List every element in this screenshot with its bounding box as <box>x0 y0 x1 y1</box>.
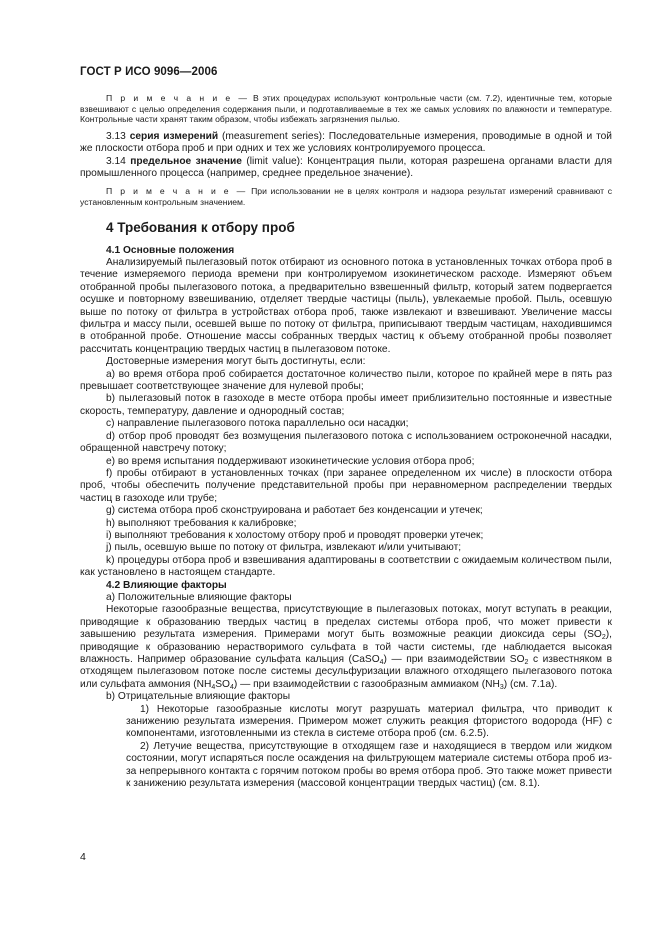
definition-text: (limit value): Концентрация пыли, которая разрешена органами власти для промышленного процесса (например, среднее предельное значение). <box>80 155 612 179</box>
note-text: При использовании не в целях контроля и надзора результат измерений сравнивают с установленным контрольным значением. <box>80 186 613 207</box>
text-run: Некоторые газообразные вещества, присутствующие в пылегазовых потоках, могут вступать в реакции, приводящие к образованию твердых частиц в пределах системы отбора проб, что может привести к завышению результата измерения. Примерами могут быть возможные реакции диоксида серы (SO <box>80 604 612 641</box>
note-paragraph-1 <box>80 93 612 125</box>
note-label: П р и м е ч а н и е — <box>106 93 250 103</box>
subscript: 3 <box>499 683 504 691</box>
subscript: 4 <box>211 683 216 691</box>
note-label: П р и м е ч а н и е — <box>106 186 248 197</box>
subscript: 2 <box>601 634 606 642</box>
list-item-h: h) выполняют требования к калибровке; <box>106 517 297 529</box>
text-run: ) — при взаимодействии с газообразным аммиаком (NH <box>233 678 500 690</box>
definition-number: 3.14 <box>106 155 126 167</box>
section-4-title: 4 Требования к отбору проб <box>106 219 295 235</box>
subscript: 4 <box>379 659 384 666</box>
document-header: ГОСТ Р ИСО 9096—2006 <box>80 66 218 78</box>
list-item-e: e) во время испытания поддерживают изокинетические условия отбора проб; <box>106 455 475 467</box>
definition-term: серия измерений <box>129 130 219 142</box>
factor-b-item-2: 2) Летучие вещества, присутствующие в отходящем газе и находящиеся в твердом или жидком состоянии, могут испаряться после осаждения на фильтрующем материале системы отбора проб из-за непрерывного контакта с горячим потоком пробы во время отбора проб. Это также может привести к занижению результата измерения (массовой концентрации твердых частиц) (см. 8.1). <box>126 740 612 790</box>
list-item-f: f) пробы отбирают в установленных точках (при заранее определенном их числе) в плоскости отбора проб, чтобы обеспечить получение представительной пробы при неравномерном распределении твердых частиц в газоходе или трубе; <box>80 467 612 504</box>
subscript: 2 <box>524 659 529 666</box>
factor-a-paragraph <box>80 604 612 691</box>
text-run: с известняком в отходящем пылегазовом потоке после системы десульфуризации влажного отходящего пылегазового потока или сульфата аммония (NH <box>80 654 612 690</box>
text-run: ) (см. 7.1а). <box>503 678 558 690</box>
definition-number: 3.13 <box>106 130 126 142</box>
definition-3-13 <box>80 131 612 156</box>
list-item-a: а) во время отбора проб собирается достаточное количество пыли, которое по крайней мере в пять раз превышает соответствующее значение для нулевой пробы; <box>80 368 612 393</box>
note-text: В этих процедурах используют контрольные части (см. 7.2), идентичные тем, которые взвешивают с целью определения содержания пыли, и подготавливаемые в тех же самых условиях по влажности и температуре. Контрольные части хранят таким образом, чтобы избежать загрязнения пылью. <box>80 93 612 125</box>
definition-term: предельное значение <box>130 155 242 167</box>
page-number: 4 <box>80 851 86 863</box>
subsection-4-2-title: 4.2 Влияющие факторы <box>106 579 227 591</box>
list-item-c: c) направление пылегазового потока параллельно оси насадки; <box>106 418 409 430</box>
definition-3-14 <box>80 156 612 181</box>
subsection-4-1-title: 4.1 Основные положения <box>106 244 235 256</box>
text-run: SO <box>215 678 230 690</box>
factor-b-item-1: 1) Некоторые газообразные кислоты могут разрушать материал фильтра, что приводит к занижению результата измерения. Примером может служить реакция фтористого водорода (HF) с компонентами, изготовленными из стекла в системе отбора проб (см. 6.2.5). <box>126 703 612 740</box>
paragraph-reliable: Достоверные измерения могут быть достигнуты, если: <box>106 356 366 368</box>
note-paragraph-2 <box>80 186 612 207</box>
factor-a-title: а) Положительные влияющие факторы <box>106 591 292 603</box>
list-item-k: k) процедуры отбора проб и взвешивания адаптированы в соответствии с ожидаемым количеством пыли, как установлено в настоящем стандарте. <box>80 554 612 579</box>
list-item-g: g) система отбора проб сконструирована и работает без конденсации и утечек; <box>106 505 483 517</box>
text-run: ) — при взаимодействии SO <box>383 654 525 665</box>
text-run: ), приводящие к образованию нерастворимого сульфата в той части системы, где наблюдается высокая влажность. Например образование сульфата кальция (CaSO <box>80 629 612 665</box>
list-item-d: d) отбор проб проводят без возмущения пылегазового потока с использованием остроконечной насадки, обращенной навстречу потоку; <box>80 430 612 455</box>
list-item-i: i) выполняют требования к холостому отбору проб и проводят проверки утечек; <box>106 529 484 541</box>
subscript: 4 <box>230 683 234 691</box>
document-body <box>80 90 612 790</box>
definition-text: (measurement series): Последовательные измерения, проводимые в одной и той же плоскости отбора проб и при одних и тех же условиях контролируемого процесса. <box>80 130 612 155</box>
paragraph-4-1: Анализируемый пылегазовый поток отбирают из основного потока в установленных точках отбора проб в течение измеряемого периода времени при контролируемом изокинетическом расходе. Измеряют объем отобранной пробы пылегазового потока, а предварительно взвешенный фильтр, который затем подвергается осушке и повторному взвешиванию, отделяет твердые частицы (пыль), увлекаемые пробой. Пыль, осевшую выше по потоку от фильтра в устройствах отбора проб, также извлекают и взвешивают. Увеличение массы фильтра и массу пыли, осевшей выше по потоку от фильтра, приписывают твердым частицам, находившимся в отобранной пробе. Отношение массы собранных твердых частиц к объему отобранной пробы позволяет рассчитать концентрацию твердых частиц в пылегазовом потоке. <box>80 257 612 355</box>
factor-b-title: b) Отрицательные влияющие факторы <box>106 691 291 703</box>
list-item-j: j) пыль, осевшую выше по потоку от фильтра, извлекают и/или учитывают; <box>106 542 462 554</box>
list-item-b: b) пылегазовый поток в газоходе в месте отбора пробы имеет приблизительно постоянные и известные скорость, температуру, давление и однородный состав; <box>80 393 612 417</box>
